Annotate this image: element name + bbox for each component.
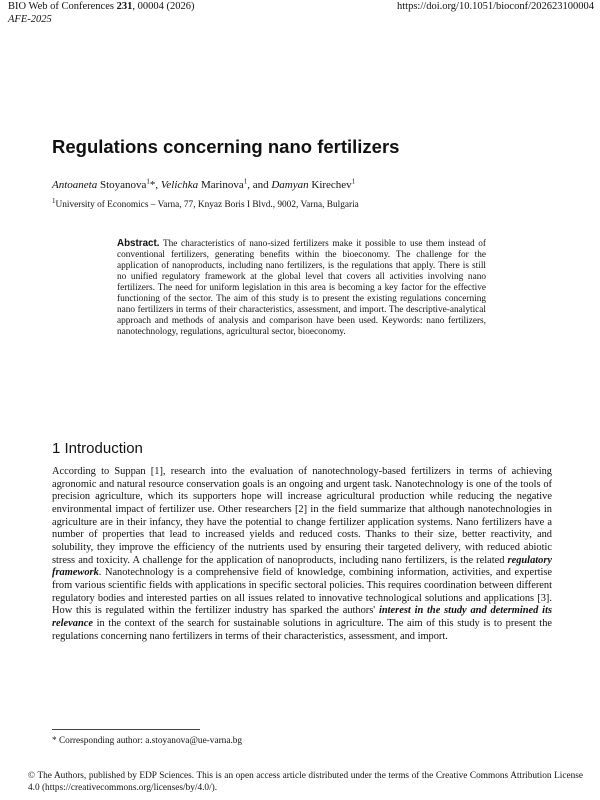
author-family-name: Marinova [198,179,244,191]
license-notice: © The Authors, published by EDP Sciences. This is an open access article distributed under the terms of the Creative Commons Attribution License 4.0 (https://creativecommons.org/licenses/by/4.0/). [28,771,583,793]
author-given-name: Antoaneta [52,179,98,191]
footnote-divider [52,729,200,730]
intro-text: According to Suppan [1], research into the evaluation of nanotechnology-based fertilizers in terms of achieving agronomic and natural resource conservation goals is an ongoing and urgent task. Nanotechnology is one of the tools of precision agriculture, which its supporters hope will increase agricultural production while reducing the negative environmental impact of fertilizer use. Other researchers [2] in the field summarize that although nanotechnologies in agriculture are in their infancy, they have the potential to change fertilizer application systems. Nano fertilizers have a number of properties that lead to increased yields and reduced costs. Thanks to their size, better reactivity, and solubility, they improve the efficiency of the nutrients used by ensuring their targeted delivery, with reduced abiotic stress and toxicity. A challenge for the application of nanoproducts, including nano fertilizers, is the related [52,466,552,566]
affiliation-text: University of Economics – Varna, 77, Knyaz Boris I Blvd., 9002, Varna, Bulgaria [55,200,359,210]
footnote-corresponding-author [52,735,242,747]
conference-name: AFE-2025 [8,14,52,25]
article-pages: , 00004 (2026) [132,1,195,12]
emphasis-interest-relevance: interest in the study and determined its relevance [52,605,552,629]
journal-volume: 231 [116,1,133,12]
affiliation-mark: 1 [52,196,56,205]
journal-name: BIO Web of Conferences [8,1,117,12]
author-family-name: Kirechev [308,179,352,191]
author-affil-mark: 1 [146,177,150,186]
doi-link[interactable]: https://doi.org/10.1051/bioconf/202623100004 [397,1,594,12]
footnote-mark: * [52,736,57,746]
author-given-name: Velichka [160,179,199,191]
author-separator: , and [247,179,272,191]
intro-text: in the context of the search for sustainable solutions in agriculture. The aim of this study is to present the regulations concerning nano fertilizers in terms of their characteristics, assessment, and import. [52,617,552,642]
abstract-text: The characteristics of nano-sized fertilizers make it possible to use them instead of conventional fertilizers, generating benefits within the bioeconomy. The challenge for the application of nanoproducts, including nano fertilizers, is the regulations that apply. There is still no unified regulatory framework at the global level that covers all activities involving nano fertilizers. The need for uniform legislation in this area is becoming a key factor for the effective functioning of the sector. The aim of this study is to present the existing regulations concerning nano fertilizers in terms of their characteristics, assessment, and import. The descriptive-analytical approach and methods of analysis and comparison have been used. Keywords: nano fertilizers, nanotechnology, regulations, agricultural sector, bioeconomy. [117,239,486,338]
corresponding-mark: * [149,179,156,191]
abstract [117,238,486,338]
author-separator: , [155,179,161,191]
section-heading-introduction: 1 Introduction [52,440,143,457]
paper-title: Regulations concerning nano fertilizers [52,136,400,157]
footnote-text: Corresponding author: a.stoyanova@ue-varna.bg [56,736,243,746]
author-list [52,178,355,192]
affiliation [52,196,359,212]
author-family-name: Stoyanova [97,179,147,191]
intro-text: . Nanotechnology is a comprehensive field of knowledge, combining information, activities, and expertise from various scientific fields with applications in specific sectoral policies. This requires coordination between different regulatory bodies and interested parties on all issues related to innovative technological solutions and applications [3]. How this is regulated within the fertilizer industry has sparked the authors' [52,567,552,617]
abstract-label: Abstract. [117,238,160,249]
author-affil-mark: 1 [351,177,356,186]
introduction-paragraph [52,466,552,643]
author-affil-mark: 1 [243,177,248,186]
author-given-name: Damyan [271,179,309,191]
emphasis-regulatory-framework: regulatory framework [52,554,552,579]
journal-citation [8,0,194,13]
